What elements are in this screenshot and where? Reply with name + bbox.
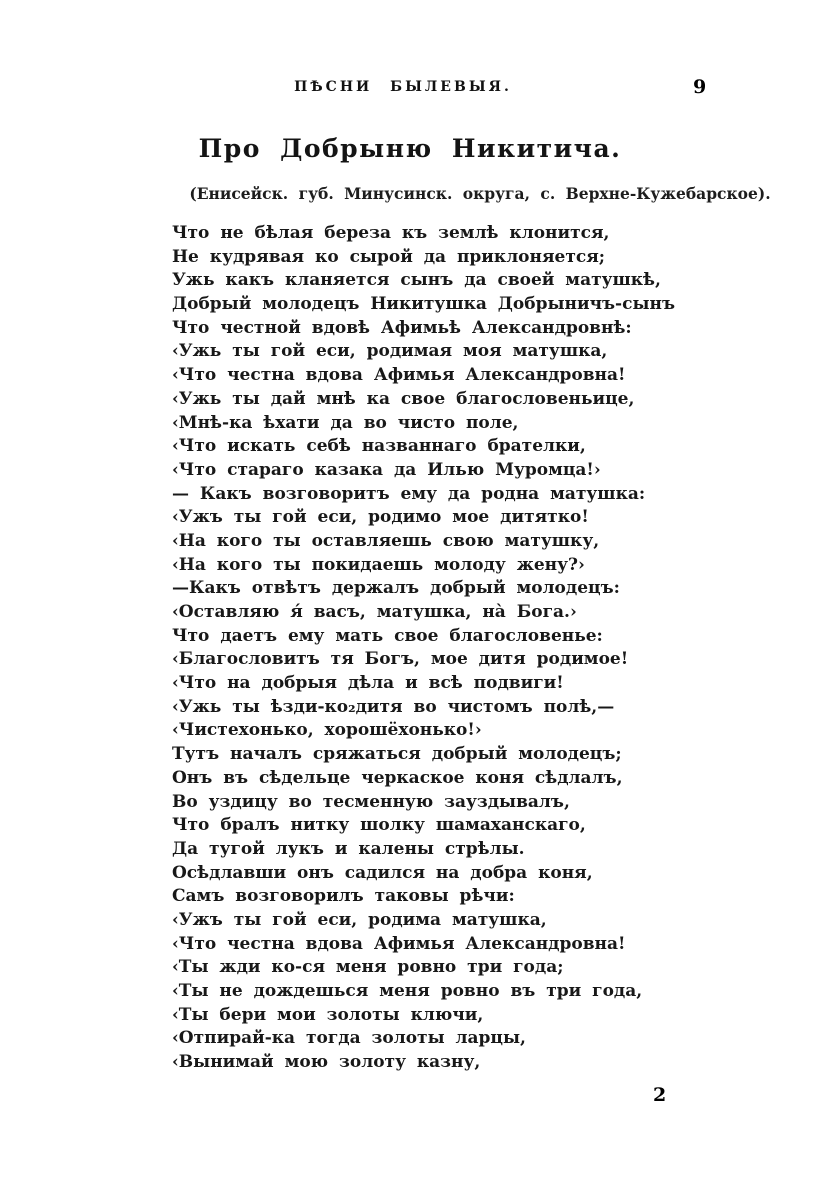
poem-line: ‹Отпирай-ка тогда золоты ларцы, bbox=[172, 1028, 526, 1049]
poem-line: ‹Ужъ ты гой еси, родима матушка, bbox=[172, 909, 547, 930]
poem-line: Осѣдлавши онъ садился на добра коня, bbox=[172, 862, 593, 883]
poem-line: ‹Благословитъ тя Богъ, мое дитя родимое! bbox=[172, 649, 629, 670]
poem-line: ‹Вынимай мою золоту казну, bbox=[172, 1052, 481, 1073]
poem-line: Что не бѣлая береза къ землѣ клонится, bbox=[172, 223, 610, 243]
poem-line: ‹Чистехонько, хорошёхонько!› bbox=[172, 720, 482, 741]
page-number: 9 bbox=[693, 76, 707, 98]
poem-line: ‹На кого ты покидаешь молоду жену?› bbox=[172, 554, 585, 575]
poem-line: Самъ возговорилъ таковы рѣчи: bbox=[172, 886, 515, 907]
poem-line: ‹Мнѣ-ка ѣхати да во чисто поле, bbox=[172, 412, 519, 433]
poem-line: Что честной вдовѣ Афимьѣ Александровнѣ: bbox=[172, 317, 632, 338]
poem-line: ‹Что стараго казака да Илью Муромца!› bbox=[172, 459, 601, 480]
poem-line: Во уздицу во тесменную зауздывалъ, bbox=[172, 791, 570, 812]
poem-line: Добрый молодецъ Никитушка Добрыничъ-сынъ bbox=[172, 294, 675, 315]
poem-subtitle: (Енисейск. губ. Минусинск. округа, с. Верхне-Кужебарское). bbox=[189, 184, 771, 203]
poem-line: ‹Что честна вдова Афимья Александровна! bbox=[172, 365, 626, 386]
poem-body bbox=[172, 222, 732, 1075]
poem-line: ‹Ужь ты дай мнѣ ка свое благословеньице, bbox=[172, 388, 635, 409]
poem-line: ‹Ужъ ты гой еси, родимо мое дитятко! bbox=[172, 507, 589, 528]
poem-line: ‹Ты не дождешься меня ровно въ три года, bbox=[172, 981, 643, 1001]
poem-line: Да тугой лукъ и калены стрѣлы. bbox=[172, 838, 525, 859]
poem-line: ‹Оставляю я́ васъ, матушка, на̀ Бога.› bbox=[172, 602, 577, 622]
poem-line: ‹Что на добрыя дѣла и всѣ подвиги! bbox=[172, 673, 564, 694]
poem-line: ‹Что честна вдова Афимья Александровна! bbox=[172, 933, 626, 954]
poem-line: ‹На кого ты оставляешь свою матушку, bbox=[172, 530, 600, 551]
poem-line: Ужь какъ кланяется сынъ да своей матушкѣ, bbox=[172, 270, 661, 291]
poem-line: ‹Ты бери мои золоты ключи, bbox=[172, 1004, 484, 1025]
poem-line: ‹Ужь ты ѣзди-ко₂дитя во чистомъ полѣ,— bbox=[172, 696, 615, 717]
poem-line: ‹Ты жди ко-ся меня ровно три года; bbox=[172, 957, 564, 978]
signature-mark: 2 bbox=[653, 1084, 667, 1106]
poem-line: —Какъ отвѣтъ держалъ добрый молодецъ: bbox=[172, 578, 620, 599]
poem-line: Онъ въ сѣдельце черкаское коня сѣдлалъ, bbox=[172, 767, 623, 788]
poem-line: Что бралъ нитку шолку шамаханскаго, bbox=[172, 815, 586, 836]
poem-line: Не кудрявая ко сырой да приклоняется; bbox=[172, 246, 606, 267]
poem-line: Что даетъ ему мать свое благословенье: bbox=[172, 625, 603, 646]
poem-line: ‹Ужь ты гой еси, родимая моя матушка, bbox=[172, 341, 608, 362]
poem-line: — Какъ возговоритъ ему да родна матушка: bbox=[172, 483, 646, 504]
running-header: ПѢСНИ БЫЛЕВЫЯ. bbox=[294, 79, 512, 95]
poem-line: Тутъ началъ сряжаться добрый молодецъ; bbox=[172, 744, 622, 765]
poem-title: Про Добрыню Никитича. bbox=[198, 134, 622, 163]
poem-line: ‹Что искать себѣ названнаго брателки, bbox=[172, 436, 586, 457]
